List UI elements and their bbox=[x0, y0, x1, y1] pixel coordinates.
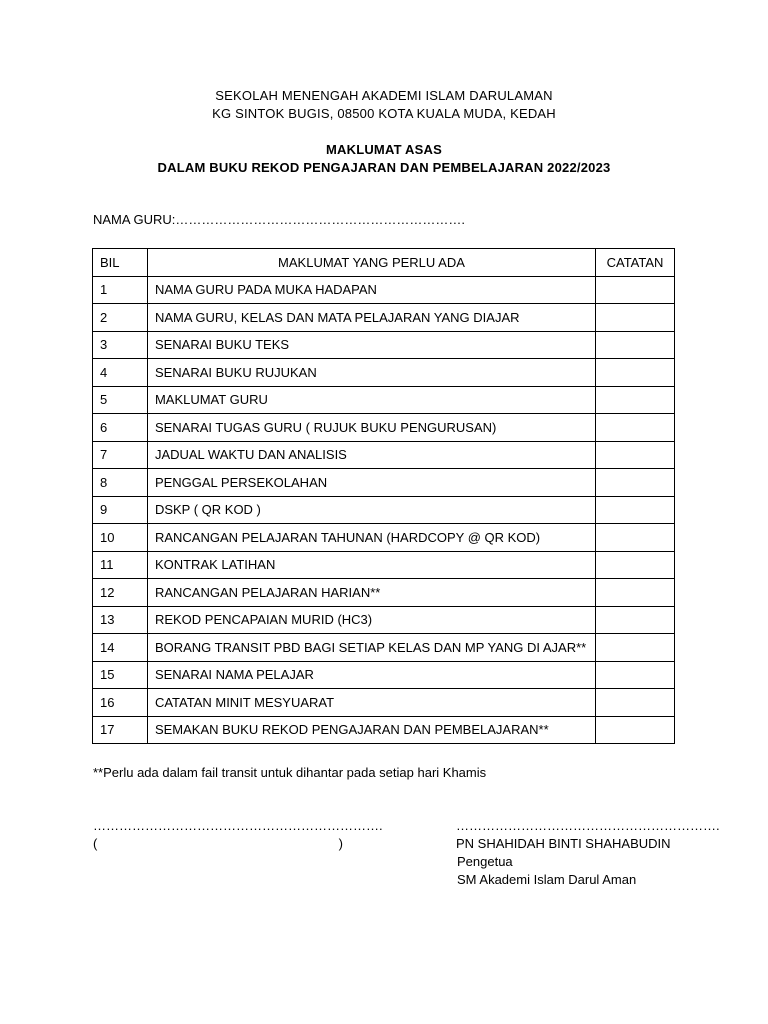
row-number: 3 bbox=[93, 331, 148, 359]
row-number: 4 bbox=[93, 359, 148, 387]
row-item: NAMA GURU PADA MUKA HADAPAN bbox=[147, 276, 595, 304]
row-number: 9 bbox=[93, 496, 148, 524]
open-paren: ( bbox=[93, 836, 98, 851]
table-row bbox=[93, 524, 675, 552]
row-catatan bbox=[596, 579, 675, 607]
row-catatan bbox=[596, 606, 675, 634]
row-item: NAMA GURU, KELAS DAN MATA PELAJARAN YANG DIAJAR bbox=[147, 304, 595, 332]
row-catatan bbox=[596, 551, 675, 579]
row-number: 14 bbox=[93, 634, 148, 662]
row-number: 1 bbox=[93, 276, 148, 304]
row-number: 15 bbox=[93, 661, 148, 689]
row-item: REKOD PENCAPAIAN MURID (HC3) bbox=[147, 606, 595, 634]
table-row bbox=[93, 331, 675, 359]
table-row bbox=[93, 441, 675, 469]
row-number: 5 bbox=[93, 386, 148, 414]
table-row bbox=[93, 304, 675, 332]
row-number: 12 bbox=[93, 579, 148, 607]
table-row bbox=[93, 386, 675, 414]
row-number: 8 bbox=[93, 469, 148, 497]
row-item: JADUAL WAKTU DAN ANALISIS bbox=[147, 441, 595, 469]
row-item: SENARAI TUGAS GURU ( RUJUK BUKU PENGURUSAN) bbox=[147, 414, 595, 442]
signature-line-left: …………………………………………………………. bbox=[93, 818, 383, 833]
table-row bbox=[93, 276, 675, 304]
row-item: CATATAN MINIT MESYUARAT bbox=[147, 689, 595, 717]
signature-line-right: ……………………………………………………. bbox=[456, 818, 720, 833]
row-item: RANCANGAN PELAJARAN HARIAN** bbox=[147, 579, 595, 607]
row-number: 2 bbox=[93, 304, 148, 332]
row-catatan bbox=[596, 359, 675, 387]
row-catatan bbox=[596, 386, 675, 414]
footnote: **Perlu ada dalam fail transit untuk dihantar pada setiap hari Khamis bbox=[93, 765, 487, 780]
row-catatan bbox=[596, 716, 675, 744]
document-subtitle: DALAM BUKU REKOD PENGAJARAN DAN PEMBELAJARAN 2022/2023 bbox=[157, 160, 611, 175]
row-item: BORANG TRANSIT PBD BAGI SETIAP KELAS DAN MP YANG DI AJAR** bbox=[147, 634, 595, 662]
signature-name-left bbox=[93, 836, 343, 851]
row-item: SENARAI NAMA PELAJAR bbox=[147, 661, 595, 689]
table-row bbox=[93, 414, 675, 442]
principal-name: PN SHAHIDAH BINTI SHAHABUDIN bbox=[456, 836, 671, 851]
row-item: MAKLUMAT GURU bbox=[147, 386, 595, 414]
header-bil: BIL bbox=[93, 249, 148, 277]
row-number: 13 bbox=[93, 606, 148, 634]
table-row bbox=[93, 469, 675, 497]
table-row bbox=[93, 716, 675, 744]
row-catatan bbox=[596, 276, 675, 304]
row-catatan bbox=[596, 634, 675, 662]
table-row bbox=[93, 661, 675, 689]
table-row bbox=[93, 359, 675, 387]
row-catatan bbox=[596, 414, 675, 442]
checklist-table bbox=[92, 248, 675, 744]
row-catatan bbox=[596, 661, 675, 689]
header-catatan: CATATAN bbox=[596, 249, 675, 277]
header-maklumat: MAKLUMAT YANG PERLU ADA bbox=[147, 249, 595, 277]
row-number: 16 bbox=[93, 689, 148, 717]
table-row bbox=[93, 606, 675, 634]
row-number: 11 bbox=[93, 551, 148, 579]
table-row bbox=[93, 579, 675, 607]
school-address: KG SINTOK BUGIS, 08500 KOTA KUALA MUDA, KEDAH bbox=[212, 106, 556, 121]
table-row bbox=[93, 634, 675, 662]
row-catatan bbox=[596, 331, 675, 359]
table-row bbox=[93, 551, 675, 579]
teacher-name-field bbox=[93, 212, 465, 227]
row-catatan bbox=[596, 496, 675, 524]
table-body bbox=[93, 276, 675, 744]
document-title: MAKLUMAT ASAS bbox=[326, 142, 442, 157]
row-item: KONTRAK LATIHAN bbox=[147, 551, 595, 579]
row-catatan bbox=[596, 304, 675, 332]
table-row bbox=[93, 689, 675, 717]
row-item: PENGGAL PERSEKOLAHAN bbox=[147, 469, 595, 497]
row-number: 7 bbox=[93, 441, 148, 469]
table-row bbox=[93, 496, 675, 524]
row-number: 6 bbox=[93, 414, 148, 442]
row-catatan bbox=[596, 469, 675, 497]
table-header-row bbox=[93, 249, 675, 277]
row-catatan bbox=[596, 689, 675, 717]
teacher-name-label: NAMA GURU:…………………………………………………………. bbox=[93, 212, 465, 227]
row-item: DSKP ( QR KOD ) bbox=[147, 496, 595, 524]
principal-position: Pengetua bbox=[457, 854, 513, 869]
row-item: RANCANGAN PELAJARAN TAHUNAN (HARDCOPY @ QR KOD) bbox=[147, 524, 595, 552]
row-item: SENARAI BUKU TEKS bbox=[147, 331, 595, 359]
row-number: 17 bbox=[93, 716, 148, 744]
row-item: SEMAKAN BUKU REKOD PENGAJARAN DAN PEMBELAJARAN** bbox=[147, 716, 595, 744]
row-catatan bbox=[596, 524, 675, 552]
principal-school: SM Akademi Islam Darul Aman bbox=[457, 872, 637, 887]
row-number: 10 bbox=[93, 524, 148, 552]
row-catatan bbox=[596, 441, 675, 469]
school-name: SEKOLAH MENENGAH AKADEMI ISLAM DARULAMAN bbox=[215, 88, 553, 103]
row-item: SENARAI BUKU RUJUKAN bbox=[147, 359, 595, 387]
close-paren: ) bbox=[338, 836, 343, 851]
